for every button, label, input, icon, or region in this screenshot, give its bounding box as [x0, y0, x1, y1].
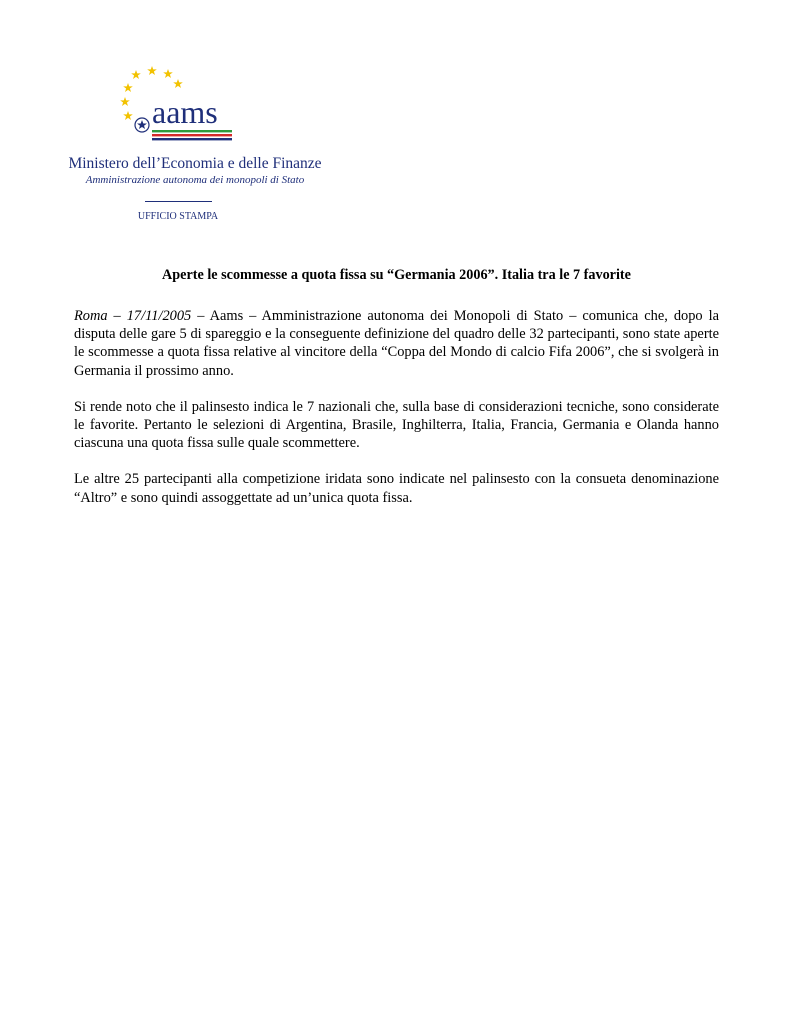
ministry-subtitle: Amministrazione autonoma dei monopoli di Stato: [85, 174, 305, 186]
emblem-icon: [135, 118, 149, 132]
paragraph-1: [74, 307, 719, 380]
logo-wordmark: aams: [152, 94, 218, 130]
logo-stripe-red: [152, 134, 232, 136]
paragraph-1-text: – Aams – Amministrazione autonoma dei Monopoli di Stato – comunica che, dopo la disputa delle gare 5 di spareggio e la conseguente definizione del quadro delle 32 partecipanti, sono state aperte le scommesse a quota fissa relative al vincitore della “Coppa del Mondo di calcio Fifa 2006”, che si svolgerà in Germania il prossimo anno.: [74, 308, 719, 379]
document-body: [74, 307, 719, 525]
document-title: Aperte le scommesse a quota fissa su “Germania 2006”. Italia tra le 7 favorite: [162, 267, 631, 283]
dateline: Roma – 17/11/2005: [74, 308, 192, 324]
letterhead: [0, 0, 791, 230]
paragraph-2: Si rende noto che il palinsesto indica le 7 nazionali che, sulla base di considerazioni tecniche, sono considerate le favorite. Pertanto le selezioni di Argentina, Brasile, Inghilterra, Italia, Francia, Germania e Olanda hanno ciascuna una quota fissa sulle quale scommettere.: [74, 398, 719, 452]
office-label: UFFICIO STAMPA: [137, 211, 219, 222]
logo-stripe-blue: [152, 138, 232, 140]
paragraph-3: Le altre 25 partecipanti alla competizione iridata sono indicate nel palinsesto con la consueta denominazione “Altro” e sono quindi assoggettate ad un’unica quota fissa.: [74, 471, 719, 506]
aams-logo: [118, 66, 243, 146]
header-divider: [145, 201, 212, 202]
logo-stripe-green: [152, 130, 232, 132]
ministry-title: Ministero dell’Economia e delle Finanze: [68, 155, 322, 172]
